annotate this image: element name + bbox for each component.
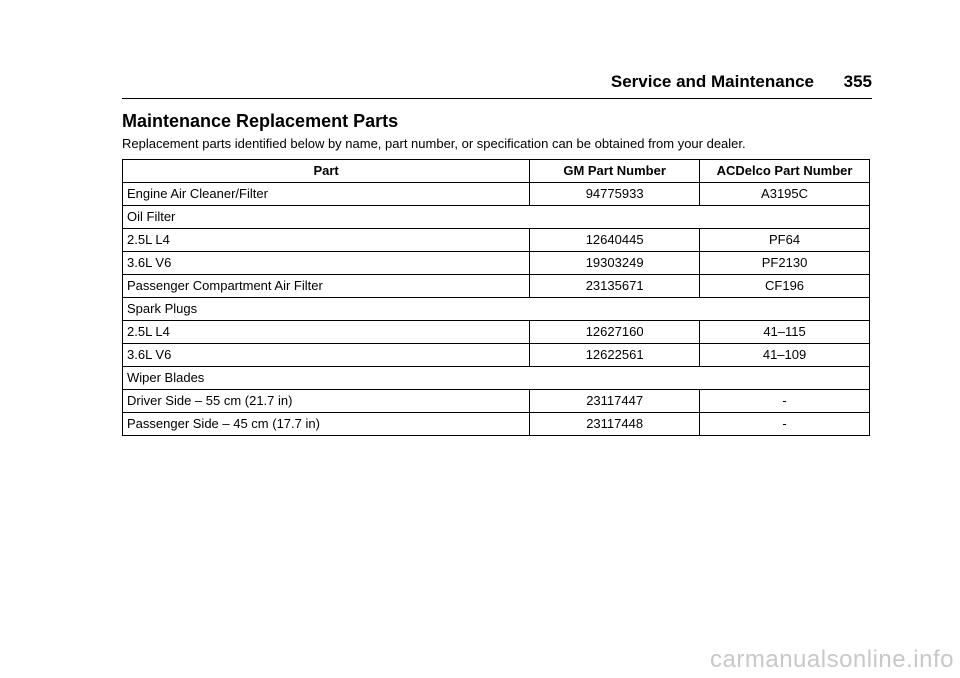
part-name: Engine Air Cleaner/Filter bbox=[123, 183, 530, 206]
acdelco-part-number: - bbox=[700, 390, 870, 413]
acdelco-part-number: 41–109 bbox=[700, 344, 870, 367]
acdelco-part-number: PF64 bbox=[700, 229, 870, 252]
table-row bbox=[123, 390, 870, 413]
table-header-row bbox=[123, 160, 870, 183]
table-row bbox=[123, 252, 870, 275]
column-header-gm-part-number: GM Part Number bbox=[530, 160, 700, 183]
header-section-title: Service and Maintenance bbox=[610, 72, 814, 91]
page-number: 355 bbox=[843, 72, 872, 91]
acdelco-part-number: A3195C bbox=[700, 183, 870, 206]
table-row bbox=[123, 275, 870, 298]
gm-part-number: 23117448 bbox=[530, 413, 700, 436]
column-header-part: Part bbox=[123, 160, 530, 183]
section-title: Maintenance Replacement Parts bbox=[122, 111, 399, 131]
gm-part-number: 19303249 bbox=[530, 252, 700, 275]
page-header bbox=[122, 72, 872, 99]
table-row bbox=[123, 321, 870, 344]
gm-part-number: 12622561 bbox=[530, 344, 700, 367]
part-name: 2.5L L4 bbox=[123, 321, 530, 344]
group-label: Wiper Blades bbox=[123, 367, 870, 390]
group-label: Spark Plugs bbox=[123, 298, 870, 321]
part-name: 3.6L V6 bbox=[123, 252, 530, 275]
intro-paragraph: Replacement parts identified below by name, part number, or specification can be obtained from your dealer. bbox=[122, 136, 746, 151]
table-group-row bbox=[123, 367, 870, 390]
gm-part-number: 23117447 bbox=[530, 390, 700, 413]
table-group-row bbox=[123, 298, 870, 321]
gm-part-number: 12627160 bbox=[530, 321, 700, 344]
acdelco-part-number: - bbox=[700, 413, 870, 436]
acdelco-part-number: PF2130 bbox=[700, 252, 870, 275]
parts-table-body bbox=[123, 183, 870, 436]
watermark: carmanualsonline.info bbox=[710, 646, 954, 673]
table-row bbox=[123, 344, 870, 367]
acdelco-part-number: CF196 bbox=[700, 275, 870, 298]
parts-table bbox=[122, 159, 870, 436]
part-name: Passenger Compartment Air Filter bbox=[123, 275, 530, 298]
part-name: Passenger Side – 45 cm (17.7 in) bbox=[123, 413, 530, 436]
gm-part-number: 23135671 bbox=[530, 275, 700, 298]
table-row bbox=[123, 413, 870, 436]
group-label: Oil Filter bbox=[123, 206, 870, 229]
part-name: Driver Side – 55 cm (21.7 in) bbox=[123, 390, 530, 413]
table-row bbox=[123, 183, 870, 206]
column-header-acdelco-part-number: ACDelco Part Number bbox=[700, 160, 870, 183]
acdelco-part-number: 41–115 bbox=[700, 321, 870, 344]
gm-part-number: 94775933 bbox=[530, 183, 700, 206]
table-group-row bbox=[123, 206, 870, 229]
part-name: 3.6L V6 bbox=[123, 344, 530, 367]
gm-part-number: 12640445 bbox=[530, 229, 700, 252]
part-name: 2.5L L4 bbox=[123, 229, 530, 252]
table-row bbox=[123, 229, 870, 252]
